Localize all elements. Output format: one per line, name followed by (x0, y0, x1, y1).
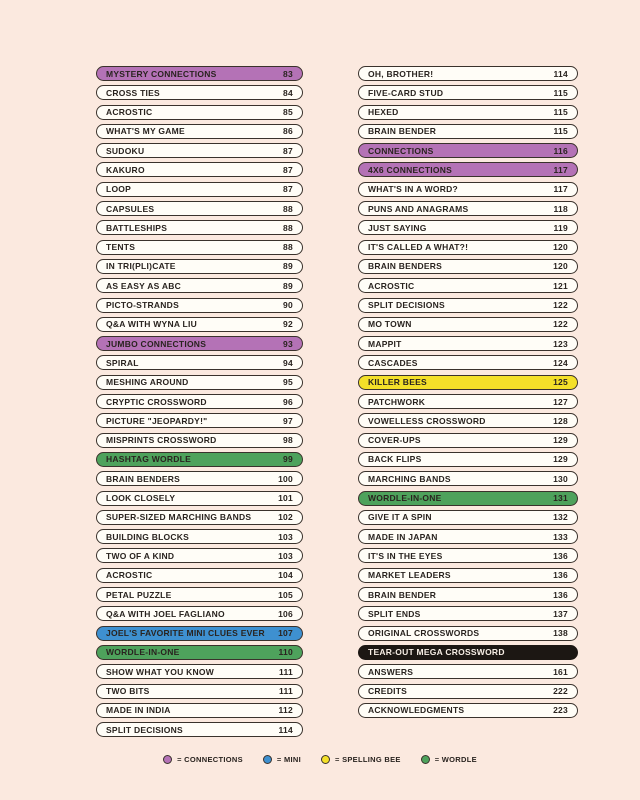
toc-entry-title: 4X6 CONNECTIONS (368, 164, 453, 175)
toc-entry-page-number: 120 (553, 242, 568, 253)
toc-entry-page-number: 105 (278, 589, 293, 600)
toc-entry (358, 606, 578, 621)
toc-entry-page-number: 136 (553, 550, 568, 561)
toc-entry (96, 626, 303, 641)
toc-entry-page-number: 127 (553, 396, 568, 407)
wordle-dot-icon (421, 755, 430, 764)
toc-entry-page-number: 125 (553, 377, 568, 388)
toc-entry-title: BRAIN BENDER (368, 126, 437, 137)
toc-entry-title: BRAIN BENDERS (368, 261, 443, 272)
toc-entry (96, 240, 303, 255)
toc-entry-title: COVER-UPS (368, 435, 421, 446)
toc-entry-page-number: 83 (283, 68, 293, 79)
toc-entry-title: WHAT'S MY GAME (106, 126, 185, 137)
toc-entry-title: SUPER-SIZED MARCHING BANDS (106, 512, 252, 523)
toc-entry-page-number: 88 (283, 203, 293, 214)
toc-entry (358, 336, 578, 351)
toc-entry (96, 259, 303, 274)
toc-entry-title: ACROSTIC (368, 280, 415, 291)
toc-entry-title: SHOW WHAT YOU KNOW (106, 666, 215, 677)
toc-entry-title: LOOK CLOSELY (106, 493, 176, 504)
toc-entry-title: MADE IN JAPAN (368, 531, 438, 542)
toc-entry-page-number: 137 (553, 608, 568, 619)
toc-entry-page-number: 133 (553, 531, 568, 542)
toc-entry (358, 240, 578, 255)
toc-entry-title: TWO OF A KIND (106, 550, 175, 561)
toc-entry (358, 124, 578, 139)
toc-entry-title: MYSTERY CONNECTIONS (106, 68, 217, 79)
toc-entry-page-number: 110 (278, 647, 293, 658)
toc-entry (96, 548, 303, 563)
toc-entry-page-number: 86 (283, 126, 293, 137)
toc-entry-title: PICTO-STRANDS (106, 300, 179, 311)
toc-entry-title: ACROSTIC (106, 107, 153, 118)
toc-entry (96, 645, 303, 660)
toc-entry (96, 201, 303, 216)
toc-entry (96, 471, 303, 486)
toc-entry (358, 413, 578, 428)
toc-entry-page-number: 118 (553, 203, 568, 214)
toc-entry-page-number: 115 (553, 87, 568, 98)
toc-entry-page-number: 103 (278, 550, 293, 561)
toc-entry-page-number: 112 (278, 705, 293, 716)
toc-entry-title: HASHTAG WORDLE (106, 454, 192, 465)
toc-entry (358, 375, 578, 390)
toc-entry-title: ANSWERS (368, 666, 414, 677)
toc-entry-title: OH, BROTHER! (368, 68, 434, 79)
toc-entry-page-number: 102 (278, 512, 293, 523)
legend-label: = SPELLING BEE (335, 755, 401, 764)
toc-entry (96, 278, 303, 293)
toc-entry (358, 452, 578, 467)
toc-entry-page-number: 88 (283, 222, 293, 233)
toc-entry-page-number: 223 (553, 705, 568, 716)
toc-entry-page-number: 87 (283, 164, 293, 175)
connections-dot-icon (163, 755, 172, 764)
toc-entry (358, 143, 578, 158)
toc-entry (96, 143, 303, 158)
toc-entry (358, 182, 578, 197)
toc-entry (358, 317, 578, 332)
toc-entry (96, 587, 303, 602)
toc-entry (96, 124, 303, 139)
toc-entry (358, 433, 578, 448)
toc-entry-page-number: 96 (283, 396, 293, 407)
toc-entry (96, 220, 303, 235)
legend-item-connections (163, 755, 243, 764)
toc-entry (96, 66, 303, 81)
toc-entry-page-number: 120 (553, 261, 568, 272)
toc-entry-title: CASCADES (368, 357, 418, 368)
toc-entry (358, 645, 578, 660)
legend-label: = WORDLE (434, 755, 477, 764)
toc-entry (96, 182, 303, 197)
toc-entry (96, 298, 303, 313)
toc-entry-page-number: 121 (553, 280, 568, 291)
toc-entry (358, 587, 578, 602)
toc-entry-title: CAPSULES (106, 203, 155, 214)
toc-entry-title: MESHING AROUND (106, 377, 189, 388)
toc-entry-page-number: 123 (553, 338, 568, 349)
toc-entry (96, 703, 303, 718)
toc-entry-title: KAKURO (106, 164, 145, 175)
toc-entry (96, 606, 303, 621)
toc-entry (358, 201, 578, 216)
toc-entry-title: MAPPIT (368, 338, 402, 349)
toc-entry-title: MARCHING BANDS (368, 473, 451, 484)
toc-entry-page-number: 111 (279, 666, 293, 677)
toc-entry-page-number: 119 (553, 222, 568, 233)
toc-entry-title: FIVE-CARD STUD (368, 87, 444, 98)
toc-entry (96, 336, 303, 351)
toc-entry (96, 85, 303, 100)
toc-entry (96, 375, 303, 390)
toc-entry-title: BATTLESHIPS (106, 222, 168, 233)
toc-entry-page-number: 128 (553, 415, 568, 426)
toc-entry-page-number: 136 (553, 589, 568, 600)
toc-entry-title: AS EASY AS ABC (106, 280, 181, 291)
toc-entry (358, 568, 578, 583)
toc-entry (358, 491, 578, 506)
toc-column-right (358, 66, 578, 718)
toc-entry-title: CROSS TIES (106, 87, 160, 98)
toc-entry (358, 85, 578, 100)
toc-entry-page-number: 138 (553, 628, 568, 639)
spelling-bee-dot-icon (321, 755, 330, 764)
toc-entry-page-number: 93 (283, 338, 293, 349)
toc-entry-page-number: 89 (283, 261, 293, 272)
toc-entry-title: BRAIN BENDERS (106, 473, 181, 484)
toc-entry-title: SPLIT ENDS (368, 608, 421, 619)
toc-entry-title: MISPRINTS CROSSWORD (106, 435, 217, 446)
toc-entry (358, 684, 578, 699)
toc-entry-page-number: 124 (553, 357, 568, 368)
toc-entry (96, 452, 303, 467)
toc-entry-title: BUILDING BLOCKS (106, 531, 190, 542)
toc-entry-page-number: 117 (553, 184, 568, 195)
toc-entry-title: Q&A WITH WYNA LIU (106, 319, 197, 330)
toc-entry-title: PUNS AND ANAGRAMS (368, 203, 469, 214)
toc-entry-title: PETAL PUZZLE (106, 589, 172, 600)
toc-entry-title: WORDLE-IN-ONE (106, 647, 180, 658)
toc-entry-title: PATCHWORK (368, 396, 426, 407)
toc-entry-title: TWO BITS (106, 686, 150, 696)
toc-entry-title: JOEL'S FAVORITE MINI CLUES EVER (106, 628, 265, 639)
toc-entry (358, 626, 578, 641)
toc-entry (358, 529, 578, 544)
toc-entry-page-number: 131 (553, 493, 568, 504)
toc-entry-page-number: 84 (283, 87, 293, 98)
legend-label: = CONNECTIONS (177, 755, 243, 764)
toc-entry-page-number: 90 (283, 300, 293, 311)
legend-label: = MINI (276, 755, 301, 764)
toc-entry-title: CRYPTIC CROSSWORD (106, 396, 207, 407)
toc-entry-page-number: 103 (278, 531, 293, 542)
toc-entry (96, 664, 303, 679)
toc-entry (358, 664, 578, 679)
toc-entry-title: IT'S IN THE EYES (368, 550, 443, 561)
mini-dot-icon (263, 755, 272, 764)
toc-entry-page-number: 222 (553, 686, 568, 696)
toc-entry-page-number: 87 (283, 184, 293, 195)
toc-entry (96, 568, 303, 583)
toc-entry (358, 548, 578, 563)
toc-entry (96, 510, 303, 525)
toc-entry-title: BACK FLIPS (368, 454, 422, 465)
toc-entry (96, 413, 303, 428)
toc-entry-title: IN TRI(PLI)CATE (106, 261, 176, 272)
toc-entry-title: SPLIT DECISIONS (368, 300, 445, 311)
toc-entry-title: WORDLE-IN-ONE (368, 493, 442, 504)
toc-entry-title: TENTS (106, 242, 136, 253)
toc-entry (96, 355, 303, 370)
toc-entry (96, 684, 303, 699)
toc-entry-page-number: 101 (278, 493, 293, 504)
toc-entry (96, 722, 303, 737)
toc-entry-title: BRAIN BENDER (368, 589, 437, 600)
toc-entry-page-number: 87 (283, 145, 293, 156)
toc-entry (358, 703, 578, 718)
toc-entry-page-number: 129 (553, 435, 568, 446)
toc-entry-title: SPIRAL (106, 357, 139, 368)
toc-entry (96, 529, 303, 544)
toc-entry-page-number: 107 (278, 628, 293, 639)
toc-entry (358, 105, 578, 120)
toc-entry-page-number: 85 (283, 107, 293, 118)
toc-entry-page-number: 117 (553, 164, 568, 175)
toc-entry-page-number: 100 (278, 473, 293, 484)
toc-entry (358, 510, 578, 525)
toc-entry-title: Q&A WITH JOEL FAGLIANO (106, 608, 225, 619)
toc-entry-title: TEAR-OUT MEGA CROSSWORD (368, 647, 505, 658)
toc-entry-title: GIVE IT A SPIN (368, 512, 432, 523)
toc-entry (358, 394, 578, 409)
toc-entry-title: JUST SAYING (368, 222, 427, 233)
toc-entry (358, 220, 578, 235)
toc-entry-page-number: 89 (283, 280, 293, 291)
toc-column-left (96, 66, 303, 737)
toc-entry-page-number: 98 (283, 435, 293, 446)
legend (0, 755, 640, 764)
toc-entry-page-number: 161 (553, 666, 568, 677)
toc-entry-title: CONNECTIONS (368, 145, 434, 156)
toc-entry-title: SPLIT DECISIONS (106, 724, 183, 735)
toc-entry-title: ORIGINAL CROSSWORDS (368, 628, 480, 639)
toc-entry-page-number: 115 (553, 126, 568, 137)
toc-entry-page-number: 132 (553, 512, 568, 523)
toc-entry-page-number: 114 (278, 724, 293, 735)
legend-item-wordle (421, 755, 477, 764)
toc-entry-page-number: 104 (278, 570, 293, 581)
toc-entry-title: MARKET LEADERS (368, 570, 451, 581)
toc-entry-page-number: 99 (283, 454, 293, 465)
toc-entry-title: MO TOWN (368, 319, 412, 330)
toc-entry (96, 162, 303, 177)
toc-entry-page-number: 122 (553, 300, 568, 311)
toc-entry-title: JUMBO CONNECTIONS (106, 338, 207, 349)
toc-entry-title: MADE IN INDIA (106, 705, 171, 716)
toc-entry-page-number: 116 (553, 145, 568, 156)
toc-entry (358, 471, 578, 486)
toc-entry (358, 298, 578, 313)
toc-entry (358, 278, 578, 293)
toc-entry-page-number: 130 (553, 473, 568, 484)
toc-entry-page-number: 129 (553, 454, 568, 465)
toc-entry-title: WHAT'S IN A WORD? (368, 184, 458, 195)
toc-entry-page-number: 106 (278, 608, 293, 619)
legend-item-spelling-bee (321, 755, 401, 764)
toc-entry-title: IT'S CALLED A WHAT?! (368, 242, 469, 253)
toc-entry-title: PICTURE "JEOPARDY!" (106, 415, 208, 426)
legend-item-mini (263, 755, 301, 764)
toc-entry-page-number: 122 (553, 319, 568, 330)
toc-entry (96, 394, 303, 409)
toc-entry (96, 317, 303, 332)
toc-entry (358, 162, 578, 177)
toc-entry-title: KILLER BEES (368, 377, 427, 388)
toc-entry-page-number: 92 (283, 319, 293, 330)
toc-entry-page-number: 111 (279, 686, 293, 696)
toc-entry-title: ACROSTIC (106, 570, 153, 581)
toc-entry-page-number: 97 (283, 415, 293, 426)
toc-entry-page-number: 115 (553, 107, 568, 118)
toc-entry-title: HEXED (368, 107, 399, 118)
toc-entry-title: ACKNOWLEDGMENTS (368, 705, 465, 716)
toc-entry-title: CREDITS (368, 686, 408, 696)
toc-entry-page-number: 88 (283, 242, 293, 253)
toc-entry (96, 433, 303, 448)
toc-entry (358, 259, 578, 274)
toc-entry (358, 66, 578, 81)
toc-entry (358, 355, 578, 370)
toc-entry-page-number: 95 (283, 377, 293, 388)
toc-entry-title: VOWELLESS CROSSWORD (368, 415, 486, 426)
toc-entry-page-number: 114 (553, 68, 568, 79)
toc-entry-page-number: 136 (553, 570, 568, 581)
toc-entry (96, 491, 303, 506)
toc-entry-page-number: 94 (283, 357, 293, 368)
toc-entry-title: SUDOKU (106, 145, 145, 156)
toc-entry (96, 105, 303, 120)
toc-entry-title: LOOP (106, 184, 132, 195)
